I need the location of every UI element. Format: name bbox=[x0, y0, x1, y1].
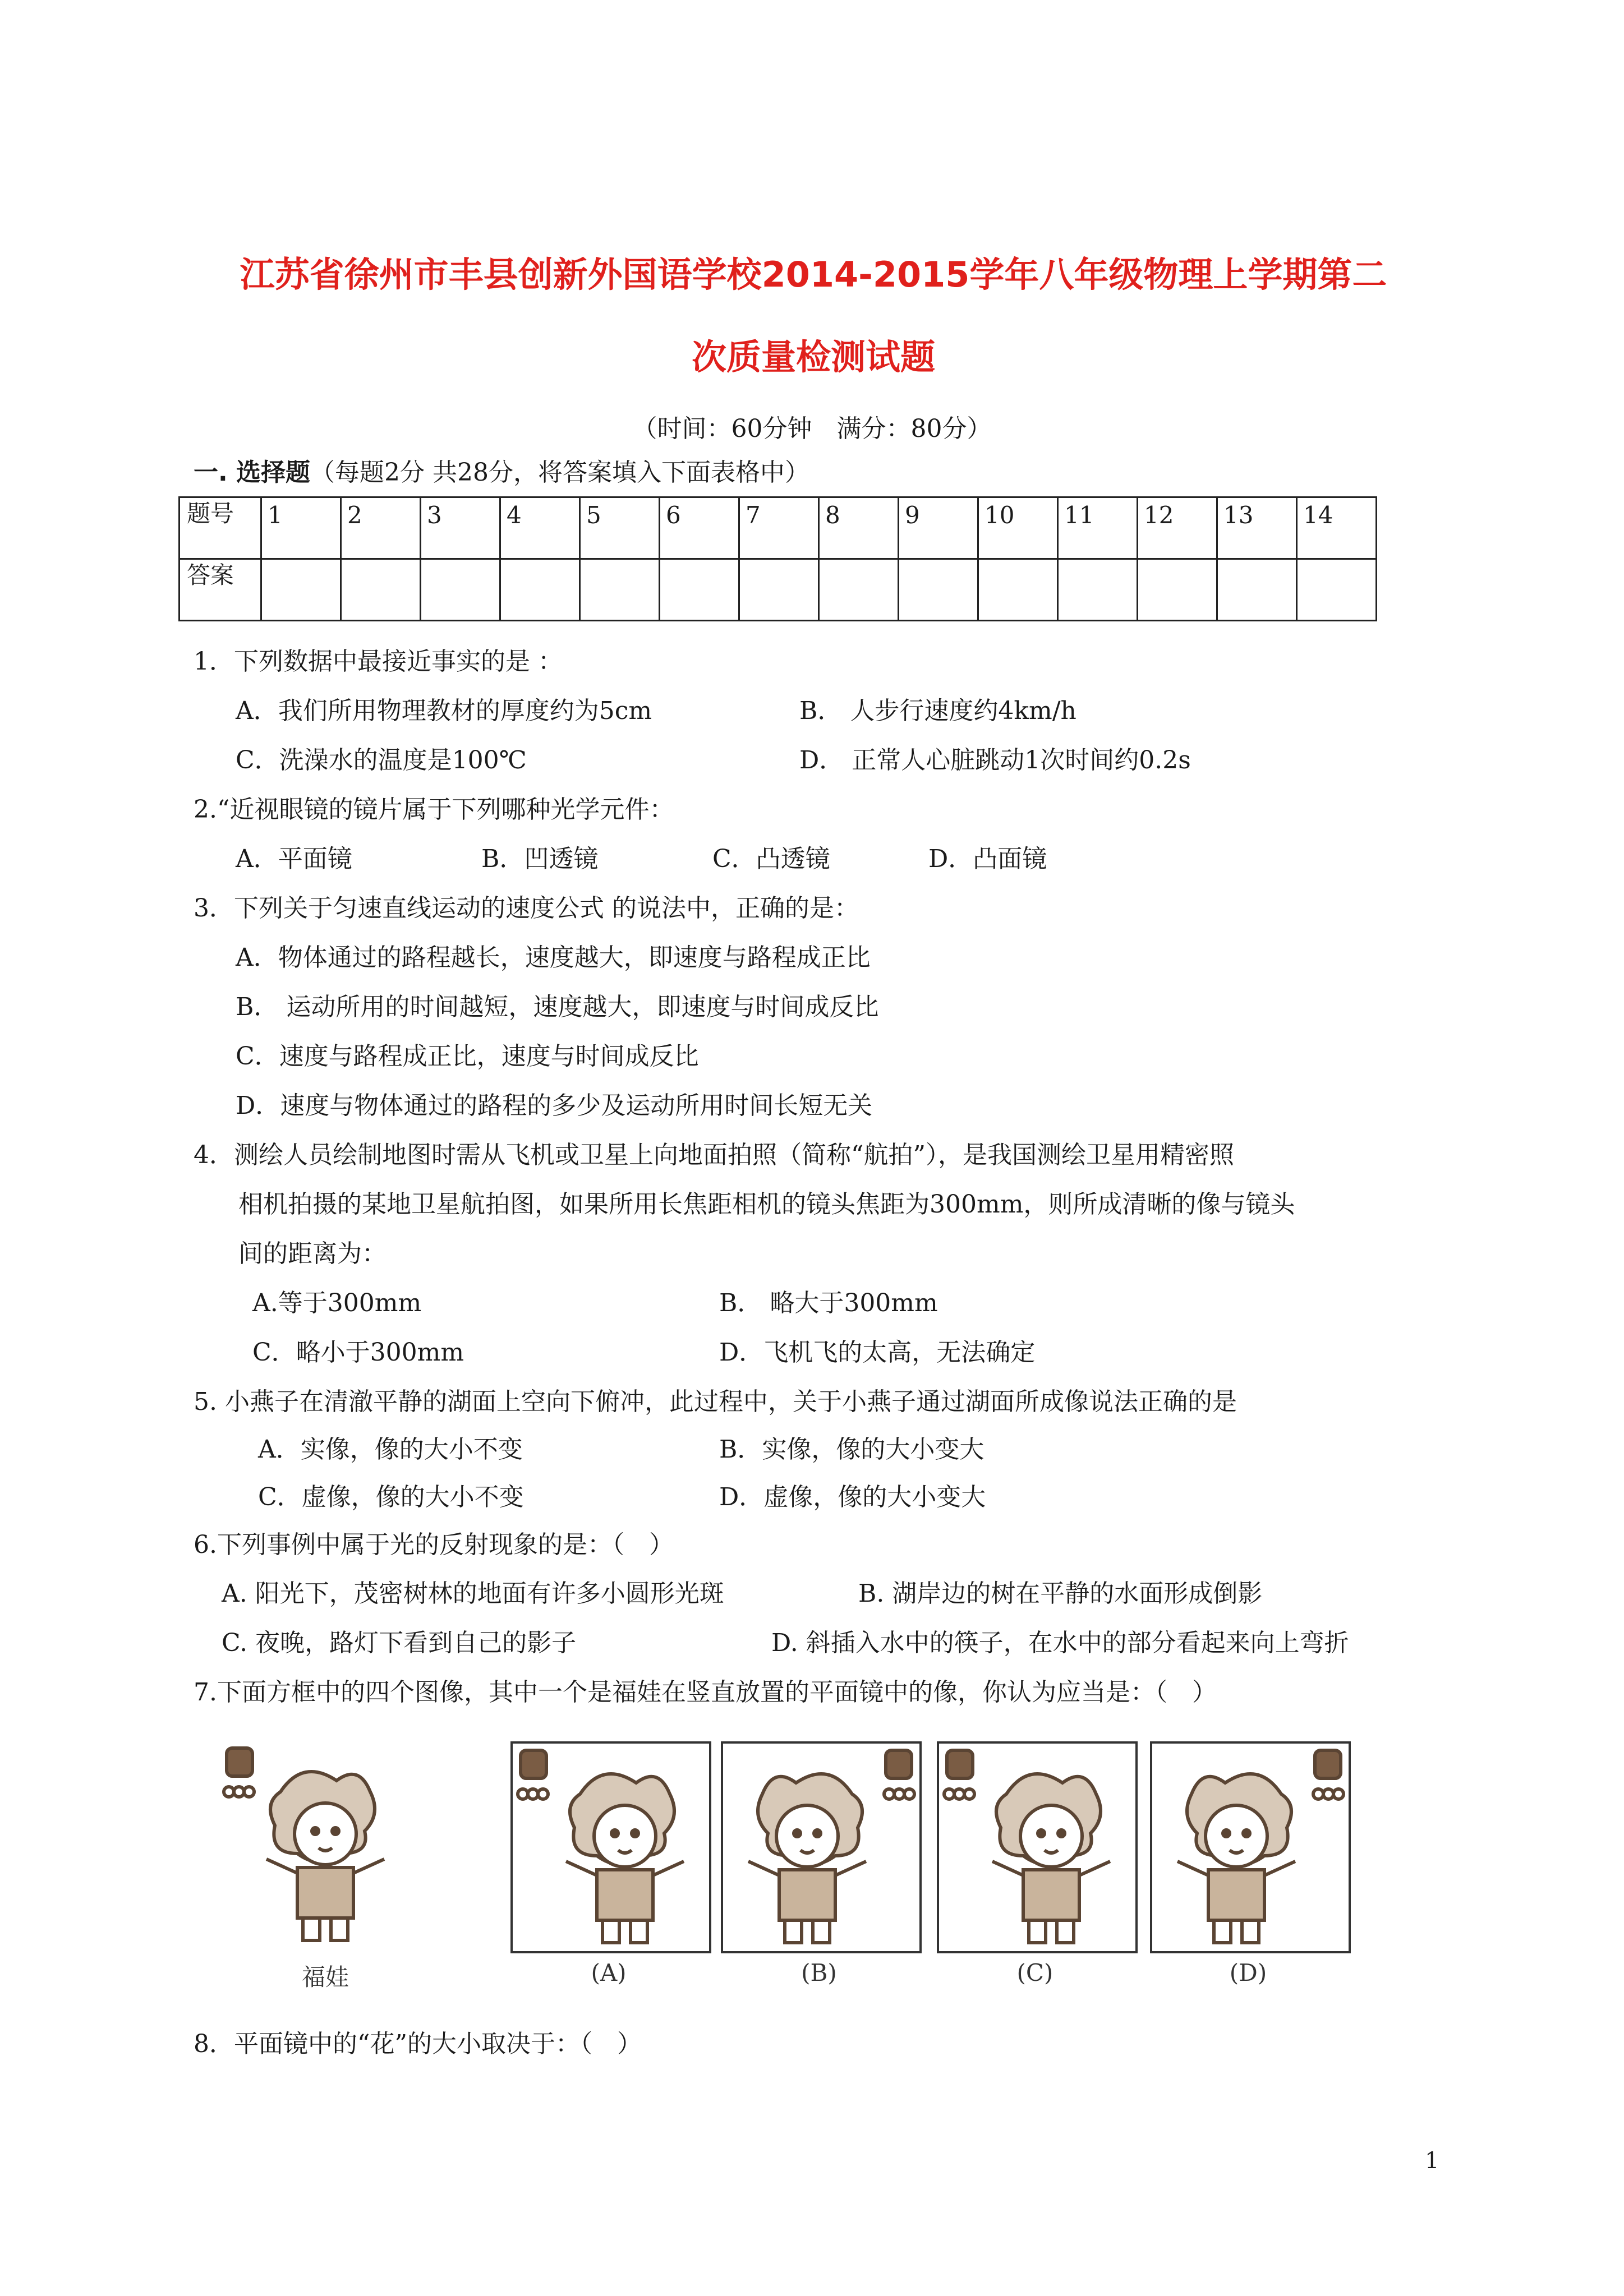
question-number-cell: 4 bbox=[500, 497, 580, 559]
answer-cell[interactable] bbox=[1297, 559, 1377, 621]
question-3-option-a[interactable]: A．物体通过的路程越长，速度越大，即速度与路程成正比 bbox=[236, 943, 871, 972]
fuwa-mirror-figure bbox=[219, 1741, 1470, 2005]
question-4-option-c[interactable]: C．略小于300mm bbox=[252, 1338, 464, 1367]
question-number-cell: 11 bbox=[1058, 497, 1138, 559]
question-4-stem-line-3: 间的距离为： bbox=[238, 1239, 387, 1268]
title-line-1: 江苏省徐州市丰县创新外国语学校2014-2015学年八年级物理上学期第二 bbox=[240, 254, 1387, 295]
question-number-cell: 7 bbox=[739, 497, 819, 559]
fuwa-image-d bbox=[1152, 1744, 1349, 1951]
figure-label-b: (B) bbox=[801, 1959, 837, 1986]
question-4-stem-line-1: 4．测绘人员绘制地图时需从飞机或卫星上向地面拍照（简称“航拍”），是我国测绘卫星用精密照 bbox=[194, 1141, 1234, 1169]
answer-cell[interactable] bbox=[341, 559, 421, 621]
question-6-option-b[interactable]: B. 湖岸边的树在平静的水面形成倒影 bbox=[858, 1579, 1263, 1608]
question-1-option-c[interactable]: C．洗澡水的温度是100℃ bbox=[236, 746, 527, 774]
answer-cell[interactable] bbox=[1058, 559, 1138, 621]
question-4-option-a[interactable]: A.等于300mm bbox=[252, 1289, 422, 1317]
answer-cell[interactable] bbox=[1138, 559, 1217, 621]
page-number: 1 bbox=[1425, 2148, 1439, 2174]
figure-label-a: (A) bbox=[591, 1959, 627, 1986]
question-number-cell: 6 bbox=[660, 497, 739, 559]
question-number-cell: 2 bbox=[341, 497, 421, 559]
question-number-cell: 9 bbox=[899, 497, 978, 559]
answer-cell[interactable] bbox=[819, 559, 899, 621]
answer-table-answer-row bbox=[180, 559, 1377, 621]
question-2-option-c[interactable]: C．凸透镜 bbox=[712, 845, 830, 873]
question-4-stem-line-2: 相机拍摄的某地卫星航拍图，如果所用长焦距相机的镜头焦距为300mm，则所成清晰的像与镜头 bbox=[238, 1190, 1295, 1219]
question-number-cell: 5 bbox=[580, 497, 660, 559]
answer-cell[interactable] bbox=[739, 559, 819, 621]
answer-cell[interactable] bbox=[261, 559, 341, 621]
figure-label-c: (C) bbox=[1016, 1959, 1053, 1986]
question-5-option-a[interactable]: A．实像，像的大小不变 bbox=[258, 1435, 523, 1464]
row-header-answer: 答案 bbox=[180, 559, 261, 621]
answer-cell[interactable] bbox=[580, 559, 660, 621]
answer-cell[interactable] bbox=[421, 559, 500, 621]
figure-box-b[interactable] bbox=[721, 1741, 922, 1953]
question-5-stem: 5. 小燕子在清澈平静的湖面上空向下俯冲，此过程中，关于小燕子通过湖面所成像说法正确的是 bbox=[194, 1387, 1237, 1416]
question-6-option-c[interactable]: C. 夜晚，路灯下看到自己的影子 bbox=[222, 1629, 577, 1657]
fuwa-original-image bbox=[219, 1741, 398, 1954]
question-3-option-c[interactable]: C．速度与路程成正比，速度与时间成反比 bbox=[236, 1042, 699, 1071]
question-number-cell: 8 bbox=[819, 497, 899, 559]
question-3-stem: 3．下列关于匀速直线运动的速度公式 的说法中，正确的是： bbox=[194, 894, 859, 923]
answer-table-number-row bbox=[180, 497, 1377, 559]
question-7-stem: 7.下面方框中的四个图像，其中一个是福娃在竖直放置的平面镜中的像，你认为应当是：（ ） bbox=[194, 1678, 1217, 1707]
question-1-option-a[interactable]: A．我们所用物理教材的厚度约为5cm bbox=[236, 697, 652, 725]
question-number-cell: 14 bbox=[1297, 497, 1377, 559]
question-5-option-b[interactable]: B．实像，像的大小变大 bbox=[719, 1435, 984, 1464]
question-number-cell: 3 bbox=[421, 497, 500, 559]
question-number-cell: 10 bbox=[978, 497, 1058, 559]
question-5-option-d[interactable]: D．虚像，像的大小变大 bbox=[719, 1483, 986, 1511]
question-2-stem: 2.“近视眼镜的镜片属于下列哪种光学元件： bbox=[194, 795, 674, 824]
question-number-cell: 1 bbox=[261, 497, 341, 559]
figure-label-fuwa: 福娃 bbox=[301, 1963, 349, 1991]
title-line-2: 次质量检测试题 bbox=[691, 336, 935, 377]
question-1-option-b[interactable]: B． 人步行速度约4km/h bbox=[799, 697, 1076, 725]
question-2-option-a[interactable]: A．平面镜 bbox=[236, 845, 352, 873]
question-2-option-b[interactable]: B．凹透镜 bbox=[481, 845, 599, 873]
fuwa-image-c bbox=[939, 1744, 1135, 1951]
question-4-option-b[interactable]: B． 略大于300mm bbox=[719, 1289, 938, 1317]
question-8-stem: 8．平面镜中的“花”的大小取决于：（ ） bbox=[194, 2030, 642, 2058]
question-number-cell: 13 bbox=[1217, 497, 1297, 559]
exam-time-score: （时间：60分钟 满分：80分） bbox=[632, 414, 992, 443]
row-header-number: 题号 bbox=[180, 497, 261, 559]
figure-label-d: (D) bbox=[1229, 1959, 1267, 1986]
figure-box-c[interactable] bbox=[937, 1741, 1138, 1953]
question-6-stem: 6.下列事例中属于光的反射现象的是：（ ） bbox=[194, 1530, 674, 1559]
question-5-option-c[interactable]: C．虚像，像的大小不变 bbox=[258, 1483, 524, 1511]
fuwa-image-b bbox=[723, 1744, 919, 1951]
question-2-option-d[interactable]: D．凸面镜 bbox=[928, 845, 1047, 873]
figure-box-a[interactable] bbox=[510, 1741, 711, 1953]
answer-cell[interactable] bbox=[660, 559, 739, 621]
fuwa-image-a bbox=[513, 1744, 709, 1951]
figure-box-d[interactable] bbox=[1150, 1741, 1351, 1953]
section-heading bbox=[194, 452, 809, 488]
question-3-option-d[interactable]: D．速度与物体通过的路程的多少及运动所用时间长短无关 bbox=[236, 1091, 873, 1120]
question-3-option-b[interactable]: B． 运动所用的时间越短，速度越大，即速度与时间成反比 bbox=[236, 993, 879, 1021]
question-4-option-d[interactable]: D．飞机飞的太高，无法确定 bbox=[719, 1338, 1036, 1367]
section-label: 一. 选择题 bbox=[194, 458, 311, 487]
answer-cell[interactable] bbox=[1217, 559, 1297, 621]
question-number-cell: 12 bbox=[1138, 497, 1217, 559]
question-6-option-d[interactable]: D. 斜插入水中的筷子，在水中的部分看起来向上弯折 bbox=[771, 1629, 1349, 1657]
question-1-option-d[interactable]: D． 正常人心脏跳动1次时间约0.2s bbox=[799, 746, 1191, 774]
answer-table bbox=[178, 496, 1377, 621]
answer-cell[interactable] bbox=[899, 559, 978, 621]
question-6-option-a[interactable]: A. 阳光下，茂密树林的地面有许多小圆形光斑 bbox=[222, 1579, 724, 1608]
answer-cell[interactable] bbox=[500, 559, 580, 621]
answer-cell[interactable] bbox=[978, 559, 1058, 621]
question-1-stem: 1．下列数据中最接近事实的是 ： bbox=[194, 647, 563, 676]
section-note: （每题2分 共28分，将答案填入下面表格中） bbox=[310, 458, 810, 487]
